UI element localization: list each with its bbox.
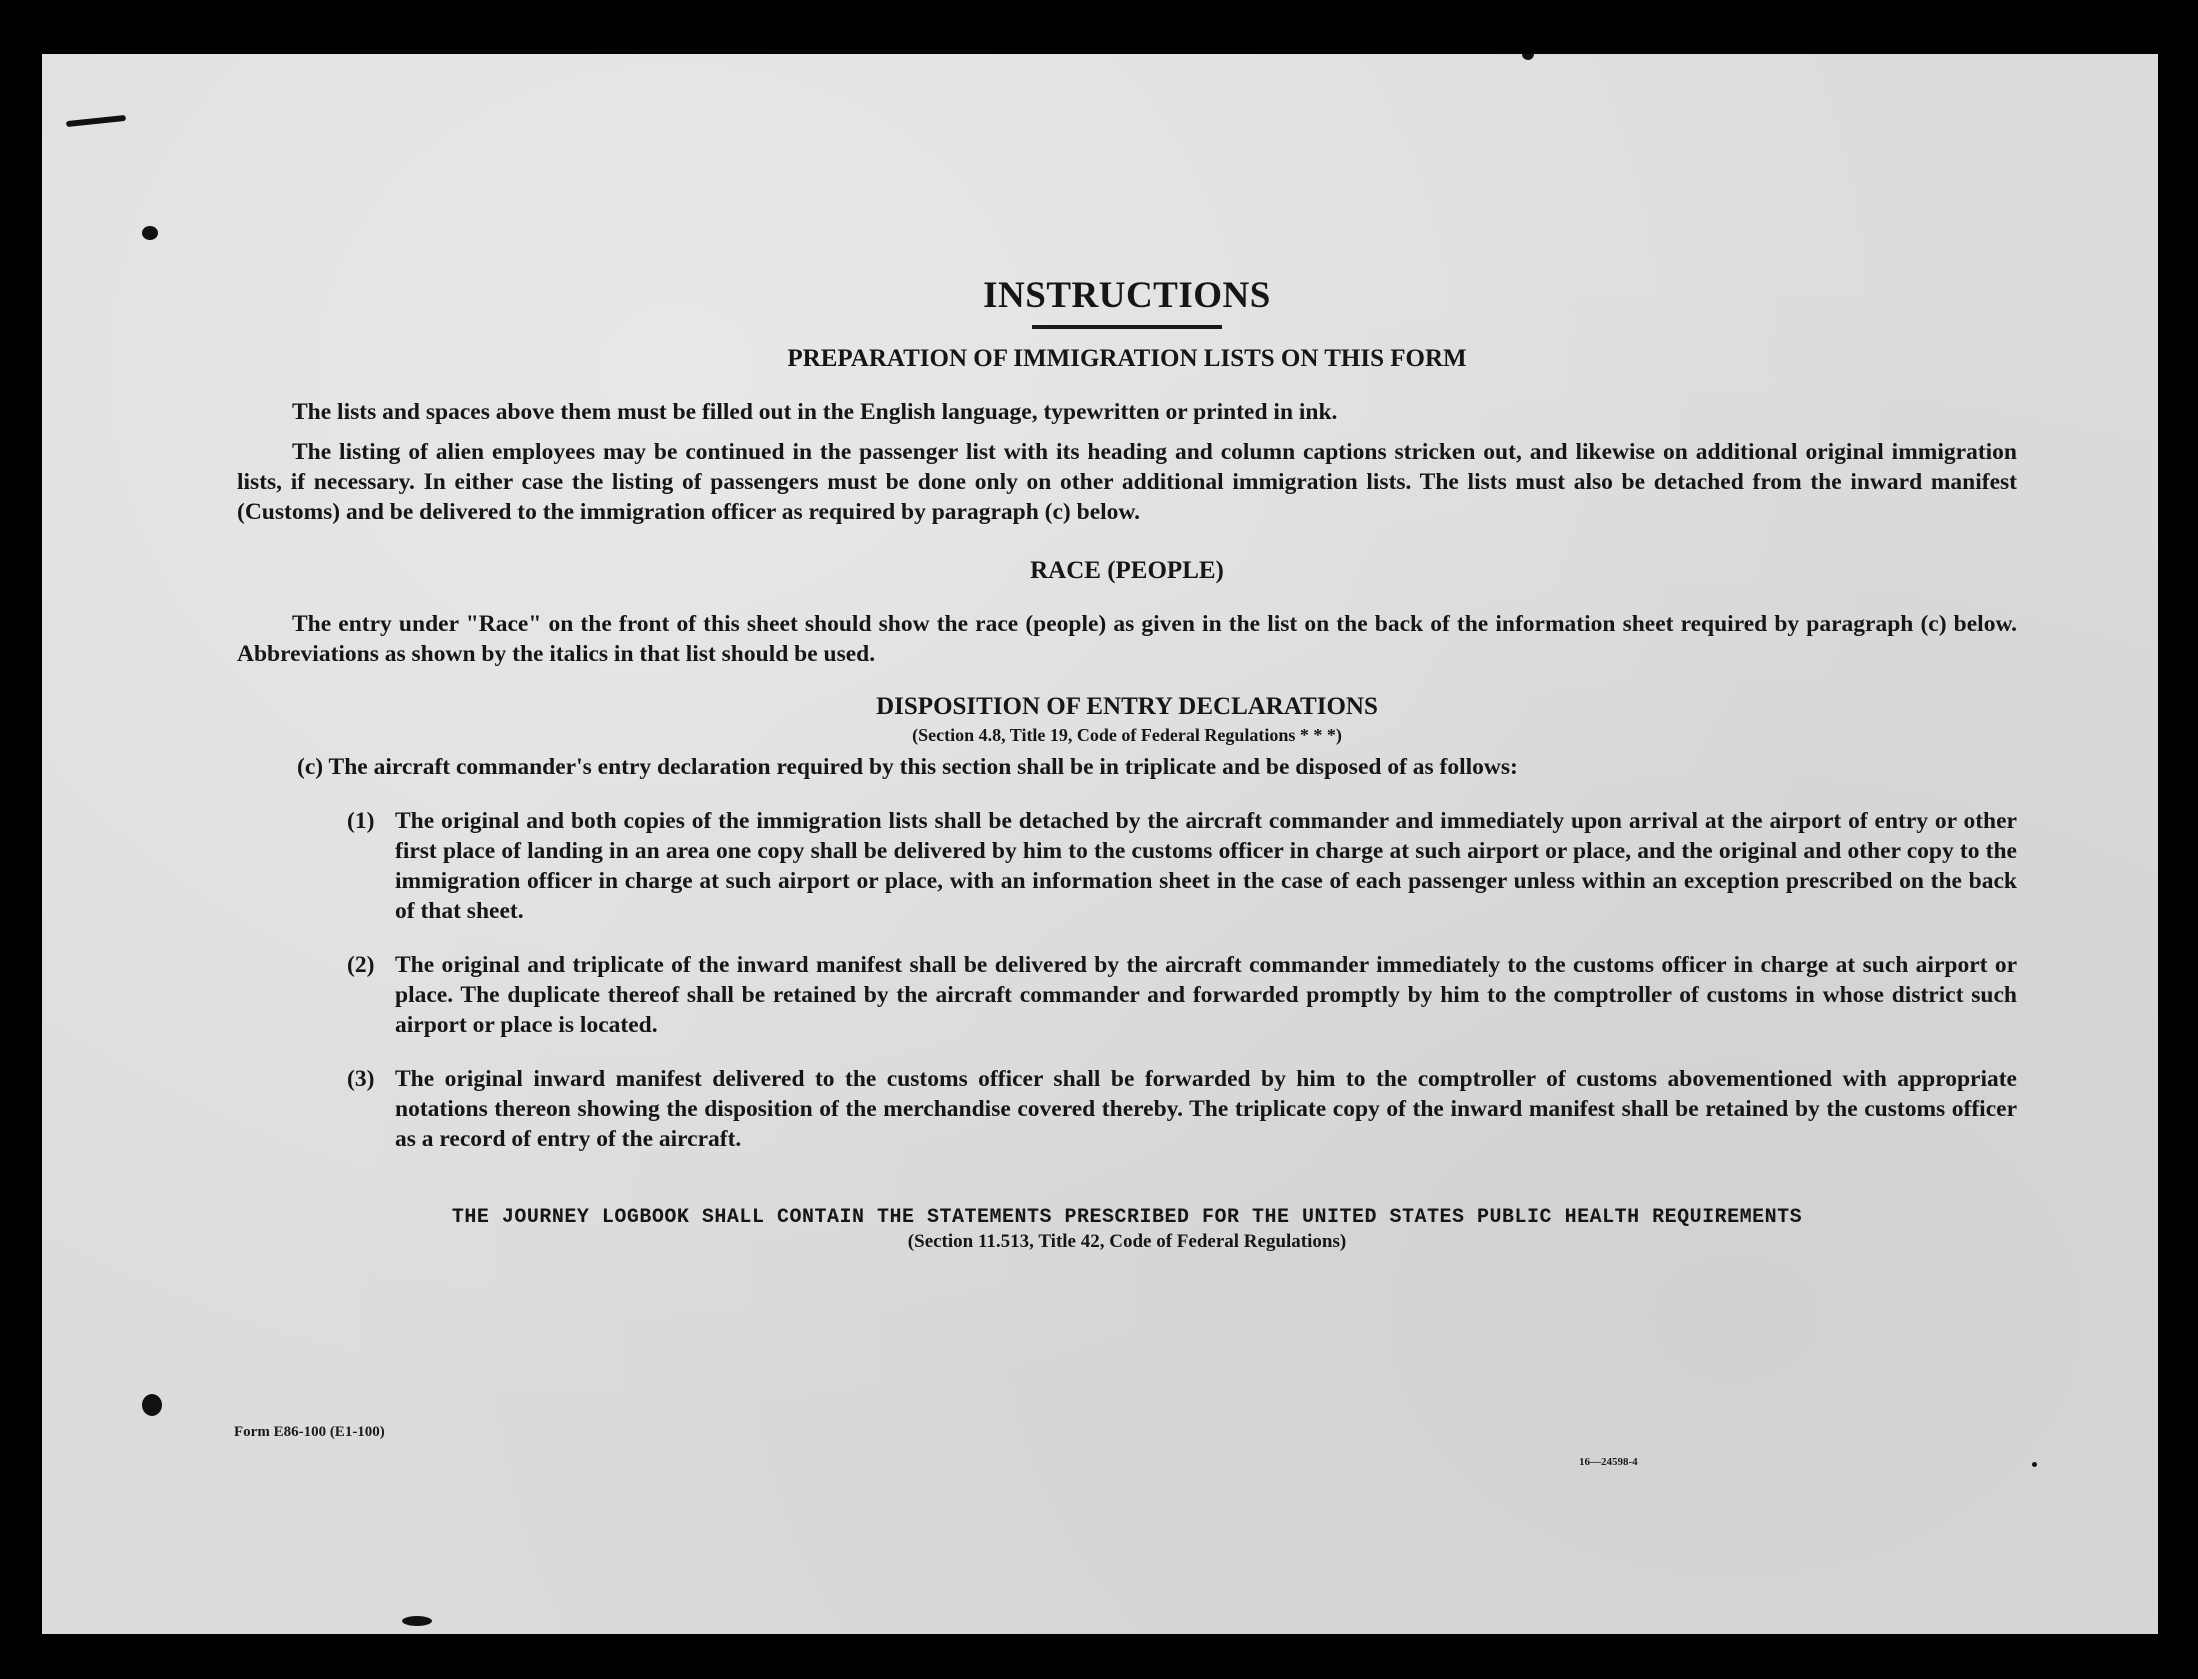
ink-speck	[402, 1616, 432, 1626]
item-number: (3)	[347, 1066, 375, 1092]
bleed-through-lines	[332, 94, 1832, 95]
ink-speck	[142, 1394, 162, 1416]
public-health-reference: (Section 11.513, Title 42, Code of Federal Regulations)	[907, 1231, 1347, 1252]
document-sheet	[42, 54, 2158, 1634]
instructions-body	[237, 274, 2017, 1253]
ink-speck	[142, 226, 158, 240]
item-text: The original inward manifest delivered to the customs officer shall be forwarded by him to the comptroller of customs abovementioned with appropriate notations thereon showing the disposition of the merchandise covered thereby. The triplicate copy of the inward manifest shall be retained by the customs officer as a record of entry of the aircraft.	[395, 1066, 2017, 1152]
clause-c: (c) The aircraft commander's entry declaration required by this section shall be in triplicate and be disposed of as follows:	[297, 754, 1518, 780]
disposition-reference: (Section 4.8, Title 19, Code of Federal Regulations * * *)	[912, 725, 1342, 745]
print-code: 16—24598-4	[1579, 1456, 1638, 1468]
ink-speck	[1522, 54, 1534, 60]
race-paragraph: The entry under "Race" on the front of this sheet should show the race (people) as given in the list on the back of the information sheet required by paragraph (c) below. Abbreviations as shown by the italics in that list should be used.	[237, 611, 2017, 667]
ink-speck	[2032, 1462, 2037, 1467]
disposition-item-3	[347, 1064, 2017, 1154]
page-title: INSTRUCTIONS	[983, 275, 1271, 316]
item-text: The original and triplicate of the inward manifest shall be delivered by the aircraft commander immediately to the customs officer in charge at such airport or place. The duplicate thereof shall be retained by the aircraft commander and forwarded promptly by him to the comptroller of customs in whose district such airport or place is located.	[395, 952, 2017, 1038]
public-health-notice: THE JOURNEY LOGBOOK SHALL CONTAIN THE STATEMENTS PRESCRIBED FOR THE UNITED STATES PUBLIC HEALTH REQUIREMENTS	[451, 1206, 1803, 1229]
disposition-item-1	[347, 806, 2017, 926]
item-text: The original and both copies of the immigration lists shall be detached by the aircraft commander and immediately upon arrival at the airport of entry or other first place of landing in an area one copy shall be delivered by him to the customs officer in charge at such airport or place, and the original and other copy to the immigration officer in charge at such airport or place, with an information sheet in the case of each passenger unless within an exception prescribed on the back of that sheet.	[395, 808, 2017, 924]
section-heading-immigration: PREPARATION OF IMMIGRATION LISTS ON THIS FORM	[787, 345, 1467, 372]
section-heading-disposition: DISPOSITION OF ENTRY DECLARATIONS	[876, 693, 1378, 720]
immigration-paragraph-2: The listing of alien employees may be continued in the passenger list with its heading and column captions stricken out, and likewise on additional original immigration lists, if necessary. In either case the listing of passengers must be done only on other additional immigration lists. The lists must also be detached from the inward manifest (Customs) and be delivered to the immigration officer as required by paragraph (c) below.	[237, 439, 2017, 525]
item-number: (1)	[347, 808, 375, 834]
section-heading-race: RACE (PEOPLE)	[1030, 557, 1224, 584]
disposition-item-2	[347, 950, 2017, 1040]
ink-speck	[66, 115, 126, 127]
title-underline	[1032, 325, 1222, 329]
item-number: (2)	[347, 952, 375, 978]
immigration-paragraph-1: The lists and spaces above them must be filled out in the English language, typewritten or printed in ink.	[292, 399, 1338, 425]
form-number: Form E86-100 (E1-100)	[234, 1424, 385, 1440]
